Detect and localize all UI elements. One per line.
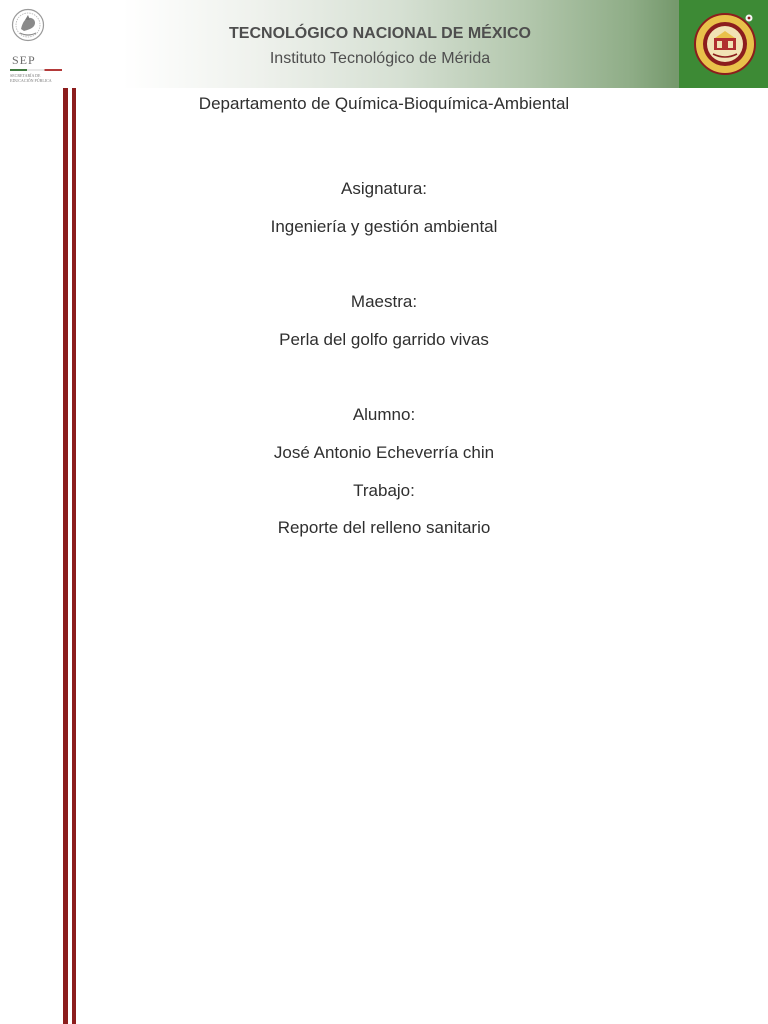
work-value: Reporte del relleno sanitario xyxy=(277,518,491,537)
department-name: Departamento de Química-Bioquímica-Ambiental xyxy=(198,94,570,113)
sep-logo-word: SEP xyxy=(12,53,36,67)
institution-subtitle: Instituto Tecnológico de Mérida xyxy=(269,50,491,67)
teacher-value: Perla del golfo garrido vivas xyxy=(279,330,489,349)
mexico-seal-icon xyxy=(11,8,45,42)
sep-tricolor-line xyxy=(10,69,62,71)
itm-emblem-panel xyxy=(679,0,768,88)
student-label: Alumno: xyxy=(352,405,416,424)
sep-logo-subtitle: SECRETARÍA DE EDUCACIÓN PÚBLICA xyxy=(10,73,52,83)
institution-title: TECNOLÓGICO NACIONAL DE MÉXICO xyxy=(229,25,531,42)
subject-label: Asignatura: xyxy=(341,179,427,198)
itm-crest-icon xyxy=(693,12,757,76)
subject-value: Ingeniería y gestión ambiental xyxy=(270,217,498,236)
institution-header xyxy=(0,0,768,88)
teacher-label: Maestra: xyxy=(350,292,418,311)
work-label: Trabajo: xyxy=(353,481,415,500)
student-value: José Antonio Echeverría chin xyxy=(273,443,495,462)
sep-logo xyxy=(6,6,64,86)
